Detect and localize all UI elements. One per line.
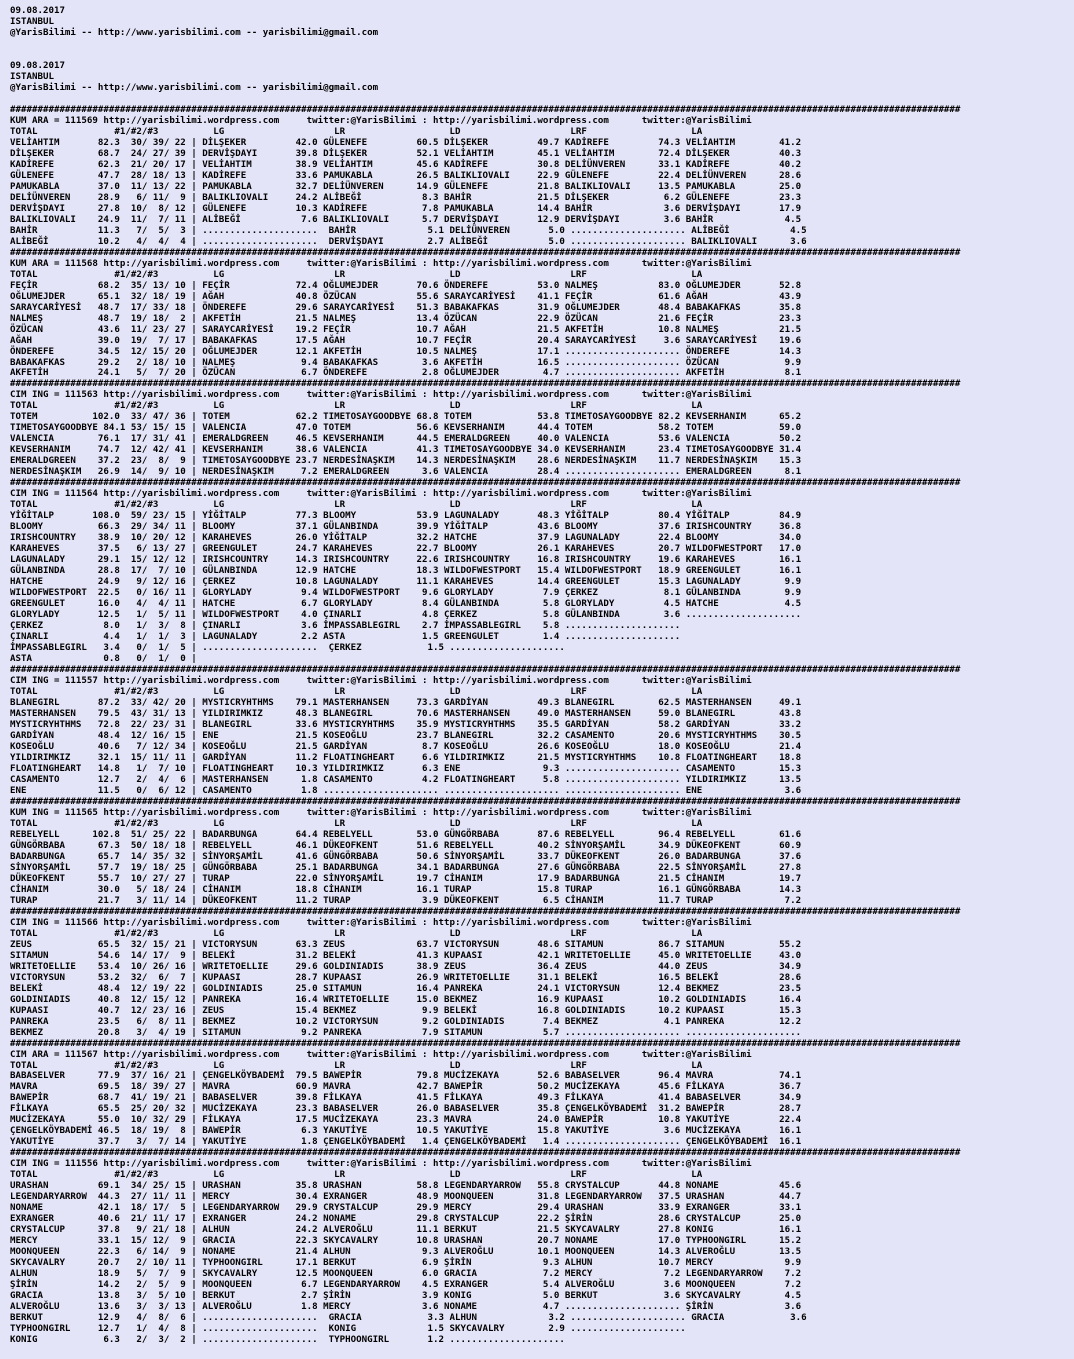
document-line: CIM ING = 111563 http://yarisbilimi.wordpress.com twitter:@YarisBilimi : http://yarisbilimi.wordpress.com twitter:@YarisBilimi xyxy=(10,390,752,401)
document-line: BERKUT 12.9 4/ 8/ 6 | ..................... GRACIA 3.3 ALHUN 3.2 ..................... GRACIA 3.6 xyxy=(10,1313,807,1324)
document-line: EXRANGER 40.6 21/ 11/ 17 | EXRANGER 24.2 NONAME 29.8 CRYSTALCUP 22.2 ŞİRİN 28.6 CRYSTALCUP 25.0 xyxy=(10,1214,802,1225)
document-line xyxy=(10,39,1074,50)
document-line: ############################################################################################################################################################################# xyxy=(10,1038,961,1049)
document-line: KUM ARA = 111569 http://yarisbilimi.wordpress.com twitter:@YarisBilimi : http://yarisbilimi.wordpress.com twitter:@YarisBilimi xyxy=(10,115,752,126)
document-line: GRACIA 13.8 3/ 5/ 10 | BERKUT 2.7 ŞİRİN 3.9 KONIG 5.0 BERKUT 3.6 SKYCAVALRY 4.5 xyxy=(10,1291,802,1302)
document-line: BLANEGIRL 87.2 33/ 42/ 20 | MYSTICRYHTHMS 79.1 MASTERHANSEN 73.3 GARDİYAN 49.3 BLANEGIRL 62.5 MASTERHANSEN 49.1 xyxy=(10,698,802,709)
document-line: FEÇİR 68.2 35/ 13/ 10 | FEÇİR 72.4 OĞLUMEJDER 70.6 ÖNDEREFE 53.0 NALMEŞ 83.0 OĞLUMEJDER 52.8 xyxy=(10,280,802,291)
document-line xyxy=(10,50,1074,61)
document-line: ASTA 0.8 0/ 1/ 0 | xyxy=(10,654,197,665)
document-line: CIM ING = 111556 http://yarisbilimi.wordpress.com twitter:@YarisBilimi : http://yarisbilimi.wordpress.com twitter:@YarisBilimi xyxy=(10,1159,752,1170)
document-line: ############################################################################################################################################################################# xyxy=(10,796,961,807)
document-line: @YarisBilimi -- http://www.yarisbilimi.com -- yarisbilimi@gmail.com xyxy=(10,82,379,93)
document-line: KUPAASI 40.7 12/ 23/ 16 | ZEUS 15.4 BEKMEZ 9.9 BELEKİ 16.8 GOLDINIADIS 10.2 KUPAASI 15.3 xyxy=(10,1005,802,1016)
document-line: VALENCIA 76.1 17/ 31/ 41 | EMERALDGREEN 46.5 KEVSERHANIM 44.5 EMERALDGREEN 40.0 VALENCIA 53.6 VALENCIA 50.2 xyxy=(10,434,802,445)
document-line: ############################################################################################################################################################################# xyxy=(10,104,961,115)
document-line: MAVRA 69.5 18/ 39/ 27 | MAVRA 60.9 MAVRA 42.7 BAWEPİR 50.2 MUCİZEKAYA 45.6 FİLKAYA 36.7 xyxy=(10,1082,802,1093)
document-line: YILDIRIMKIZ 32.1 15/ 11/ 11 | GARDİYAN 11.2 FLOATINGHEART 6.6 YILDIRIMKIZ 21.5 MYSTICRYHTHMS 10.8 FLOATINGHEART 18.8 xyxy=(10,752,802,763)
document-line: CİHANIM 30.0 5/ 18/ 24 | CİHANIM 18.8 CİHANIM 16.1 TURAP 15.8 TURAP 16.1 GÜNGÖRBABA 14.3 xyxy=(10,884,802,895)
document-line: ############################################################################################################################################################################# xyxy=(10,478,961,489)
document-line: SKYCAVALRY 20.7 2/ 10/ 11 | TYPHOONGIRL 17.1 BERKUT 6.9 ŞİRİN 9.3 ALHUN 10.7 MERCY 9.9 xyxy=(10,1258,802,1269)
document-line: ############################################################################################################################################################################# xyxy=(10,665,961,676)
document-line: TOTAL #1/#2/#3 LG LR LD LRF LA xyxy=(10,269,703,280)
document-line: TOTAL #1/#2/#3 LG LR LD LRF LA xyxy=(10,1170,703,1181)
document-line: BALIKLIOVALI 24.9 11/ 7/ 11 | ALİBEĞİ 7.6 BALIKLIOVALI 5.7 DERVİŞDAYI 12.9 DERVİŞDAYI 3.6 BAHİR 4.5 xyxy=(10,214,802,225)
document-line: ALVEROĞLU 13.6 3/ 3/ 13 | ALVEROĞLU 1.8 MERCY 3.6 NONAME 4.7 ..................... ŞİRİN 3.6 xyxy=(10,1302,802,1313)
document-line: YAKUTİYE 37.7 3/ 7/ 14 | YAKUTİYE 1.8 ÇENGELKÖYBADEMİ 1.4 ÇENGELKÖYBADEMİ 1.4 ..................... ÇENGELKÖYBADEMİ 16.1 xyxy=(10,1137,802,1148)
document-line: TOTAL #1/#2/#3 LG LR LD LRF LA xyxy=(10,928,703,939)
document-line: GOLDINIADIS 40.8 12/ 15/ 12 | PANREKA 16.4 WRITETOELLIE 15.0 BEKMEZ 16.9 KUPAASI 10.2 GOLDINIADIS 16.4 xyxy=(10,994,802,1005)
document-line: ALİBEĞİ 10.2 4/ 4/ 4 | ..................... DERVİŞDAYI 2.7 ALİBEĞİ 5.0 ..................... BALIKLIOVALI 3.6 xyxy=(10,236,807,247)
document-line: TOTEM 102.0 33/ 47/ 36 | TOTEM 62.2 TIMETOSAYGOODBYE 68.8 TOTEM 53.8 TIMETOSAYGOODBYE 82.2 KEVSERHANIM 65.2 xyxy=(10,412,802,423)
document-line xyxy=(10,94,1074,105)
document-line: CIM ARA = 111567 http://yarisbilimi.wordpress.com twitter:@YarisBilimi : http://yarisbilimi.wordpress.com twitter:@YarisBilimi xyxy=(10,1049,752,1060)
document-line: GÜLENEFE 47.7 28/ 18/ 13 | KADİREFE 33.6 PAMUKABLA 26.5 BALIKLIOVALI 22.9 GÜLENEFE 22.4 DELİÜNVEREN 28.6 xyxy=(10,170,802,181)
document-line: ÖNDEREFE 34.5 12/ 15/ 20 | OĞLUMEJDER 12.1 AKFETİH 10.5 NALMEŞ 17.1 ..................... ÖNDEREFE 14.3 xyxy=(10,346,802,357)
document-line: KADİREFE 62.3 21/ 20/ 17 | VELİAHTIM 38.9 VELİAHTIM 45.6 KADİREFE 30.8 DELİÜNVEREN 33.1 KADİREFE 40.2 xyxy=(10,159,802,170)
document-line: URASHAN 69.1 34/ 25/ 15 | URASHAN 35.8 URASHAN 58.8 LEGENDARYARROW 55.8 CRYSTALCUP 44.8 NONAME 45.6 xyxy=(10,1181,802,1192)
document-line: LAGUNALADY 29.1 15/ 12/ 12 | IRISHCOUNTRY 14.3 IRISHCOUNTRY 22.6 IRISHCOUNTRY 16.8 IRISHCOUNTRY 19.6 KARAHEVES 16.1 xyxy=(10,555,802,566)
document-line: TOTAL #1/#2/#3 LG LR LD LRF LA xyxy=(10,687,703,698)
document-line: WRITETOELLIE 53.4 10/ 26/ 16 | WRITETOELLIE 29.6 GOLDINIADIS 38.9 ZEUS 36.4 ZEUS 44.0 ZEUS 34.9 xyxy=(10,961,802,972)
document-line: ÇERKEZ 8.0 1/ 3/ 8 | ÇINARLI 3.6 İMPASSABLEGIRL 2.7 İMPASSABLEGIRL 5.8 ..................... xyxy=(10,621,681,632)
document-line: VELİAHTIM 82.3 30/ 39/ 22 | DİLŞEKER 42.0 GÜLENEFE 60.5 DİLŞEKER 49.7 KADİREFE 74.3 VELİAHTIM 41.2 xyxy=(10,137,802,148)
document-line: DÜKEOFKENT 55.7 10/ 27/ 27 | TURAP 22.0 SİNYORŞAMİL 19.7 CİHANIM 17.9 BADARBUNGA 21.5 CİHANIM 19.7 xyxy=(10,873,802,884)
document-line: BAWEPİR 68.7 41/ 19/ 21 | BABASELVER 39.8 FİLKAYA 41.5 FİLKAYA 49.3 FİLKAYA 41.4 BABASELVER 34.9 xyxy=(10,1093,802,1104)
document-line: DELİÜNVEREN 28.9 6/ 11/ 9 | BALIKLIOVALI 24.2 ALİBEĞİ 8.3 BAHİR 21.5 DİLŞEKER 6.2 GÜLENEFE 23.3 xyxy=(10,192,802,203)
document-line: ############################################################################################################################################################################# xyxy=(10,247,961,258)
document-line: KEVSERHANIM 74.7 12/ 42/ 41 | KEVSERHANIM 38.6 VALENCIA 41.3 TIMETOSAYGOODBYE 34.0 KEVSERHANIM 23.4 TIMETOSAYGOODBYE 31.4 xyxy=(10,445,802,456)
document-line: VICTORYSUN 53.2 32/ 6/ 7 | KUPAASI 28.7 KUPAASI 26.9 WRITETOELLIE 31.1 BELEKİ 16.5 BELEKİ 28.6 xyxy=(10,972,802,983)
document-line: ISTANBUL xyxy=(10,71,54,82)
document-line: MUCİZEKAYA 55.0 10/ 32/ 29 | FİLKAYA 17.5 MUCİZEKAYA 23.3 MAVRA 24.0 BAWEPİR 10.8 YAKUTİYE 22.4 xyxy=(10,1115,802,1126)
document-line: BEKMEZ 20.8 3/ 4/ 19 | SITAMUN 9.2 PANREKA 7.9 SITAMUN 5.7 ..................... ..................... xyxy=(10,1027,802,1038)
document-line: İMPASSABLEGIRL 3.4 0/ 1/ 5 | ..................... ÇERKEZ 1.5 ..................... xyxy=(10,643,565,654)
document-line: TOTAL #1/#2/#3 LG LR LD LRF LA xyxy=(10,818,703,829)
document-line: BADARBUNGA 65.7 14/ 35/ 32 | SİNYORŞAMİL 41.6 GÜNGÖRBABA 50.6 SİNYORŞAMİL 33.7 DÜKEOFKENT 26.0 BADARBUNGA 37.6 xyxy=(10,851,802,862)
document-line: BLOOMY 66.3 29/ 34/ 11 | BLOOMY 37.1 GÜLANBINDA 39.9 YİĞİTALP 43.6 BLOOMY 37.6 IRISHCOUNTRY 36.8 xyxy=(10,522,802,533)
document-line: GARDİYAN 48.4 12/ 16/ 15 | ENE 21.5 KOSEOĞLU 23.7 BLANEGIRL 32.2 CASAMENTO 20.6 MYSTICRYHTHMS 30.5 xyxy=(10,730,802,741)
document-line: KUM ING = 111565 http://yarisbilimi.wordpress.com twitter:@YarisBilimi : http://yarisbilimi.wordpress.com twitter:@YarisBilimi xyxy=(10,807,752,818)
document-line: PAMUKABLA 37.0 11/ 13/ 22 | PAMUKABLA 32.7 DELİÜNVEREN 14.9 GÜLENEFE 21.8 BALIKLIOVALI 13.5 PAMUKABLA 25.0 xyxy=(10,181,802,192)
document-line: YİĞİTALP 108.0 59/ 23/ 15 | YİĞİTALP 77.3 BLOOMY 53.9 LAGUNALADY 48.3 YİĞİTALP 80.4 YİĞİTALP 84.9 xyxy=(10,511,802,522)
document-line: CIM ING = 111566 http://yarisbilimi.wordpress.com twitter:@YarisBilimi : http://yarisbilimi.wordpress.com twitter:@YarisBilimi xyxy=(10,917,752,928)
document-line: GREENGULET 16.0 4/ 4/ 11 | HATCHE 6.7 GLORYLADY 8.4 GÜLANBINDA 5.8 GLORYLADY 4.5 HATCHE 4.5 xyxy=(10,599,802,610)
document-line: ÇENGELKÖYBADEMİ 46.5 18/ 19/ 8 | BAWEPİR 6.3 YAKUTİYE 10.5 YAKUTİYE 15.8 YAKUTİYE 3.6 MUCİZEKAYA 16.1 xyxy=(10,1126,802,1137)
document-line: FİLKAYA 65.5 25/ 20/ 32 | MUCİZEKAYA 23.3 BABASELVER 26.0 BABASELVER 35.8 ÇENGELKÖYBADEMİ 31.2 BAWEPİR 28.7 xyxy=(10,1104,802,1115)
document-line: KONIG 6.3 2/ 3/ 2 | ..................... TYPHOONGIRL 1.2 ..................... xyxy=(10,1335,565,1346)
document-line: GÜLANBINDA 28.8 17/ 7/ 10 | GÜLANBINDA 12.9 HATCHE 18.3 WILDOFWESTPORT 15.4 WILDOFWESTPORT 18.9 GREENGULET 16.1 xyxy=(10,566,802,577)
document-line: MOONQUEEN 22.3 6/ 14/ 9 | NONAME 21.4 ALHUN 9.3 ALVEROĞLU 10.1 MOONQUEEN 14.3 ALVEROĞLU 13.5 xyxy=(10,1247,802,1258)
document-line: SİNYORŞAMİL 57.7 19/ 18/ 25 | GÜNGÖRBABA 25.1 BADARBUNGA 34.1 BADARBUNGA 27.6 GÜNGÖRBABA 22.5 SİNYORŞAMİL 27.8 xyxy=(10,862,802,873)
document-line: SARAYCARİYESİ 48.7 17/ 33/ 18 | ÖNDEREFE 29.6 SARAYCARİYESİ 51.3 BABAKAFKAS 31.9 OĞLUMEJDER 48.4 BABAKAFKAS 35.8 xyxy=(10,302,802,313)
document-line: AKFETİH 24.1 5/ 7/ 20 | ÖZÜCAN 6.7 ÖNDEREFE 2.8 OĞLUMEJDER 4.7 ..................... AKFETİH 8.1 xyxy=(10,368,802,379)
document-line: AĞAH 39.0 19/ 7/ 17 | BABAKAFKAS 17.5 AĞAH 10.7 FEÇİR 20.4 SARAYCARİYESİ 3.6 SARAYCARİYESİ 19.6 xyxy=(10,335,802,346)
document-line: TOTAL #1/#2/#3 LG LR LD LRF LA xyxy=(10,126,703,137)
document-line: KARAHEVES 37.5 6/ 13/ 27 | GREENGULET 24.7 KARAHEVES 22.7 BLOOMY 26.1 KARAHEVES 20.7 WILDOFWESTPORT 17.0 xyxy=(10,544,802,555)
document-line: HATCHE 24.9 9/ 12/ 16 | ÇERKEZ 10.8 LAGUNALADY 11.1 KARAHEVES 14.4 GREENGULET 15.3 LAGUNALADY 9.9 xyxy=(10,577,802,588)
document-line: 09.08.2017 xyxy=(10,60,65,71)
document-line: ÖZÜCAN 43.6 11/ 23/ 27 | SARAYCARİYESİ 19.2 FEÇİR 10.7 AĞAH 21.5 AKFETİH 10.8 NALMEŞ 21.5 xyxy=(10,324,802,335)
document-line: IRISHCOUNTRY 38.9 10/ 20/ 12 | KARAHEVES 26.0 YİĞİTALP 32.2 HATCHE 37.9 LAGUNALADY 22.4 BLOOMY 34.0 xyxy=(10,533,802,544)
document-line: MERCY 33.1 15/ 12/ 9 | GRACIA 22.3 SKYCAVALRY 10.8 URASHAN 20.7 NONAME 17.0 TYPHOONGIRL 15.2 xyxy=(10,1236,802,1247)
document-line: @YarisBilimi -- http://www.yarisbilimi.com -- yarisbilimi@gmail.com xyxy=(10,27,379,38)
document-line: ISTANBUL xyxy=(10,16,54,27)
document-line: LEGENDARYARROW 44.3 27/ 11/ 11 | MERCY 30.4 EXRANGER 48.9 MOONQUEEN 31.8 LEGENDARYARROW 37.5 URASHAN 44.7 xyxy=(10,1192,802,1203)
document-line: MASTERHANSEN 79.5 43/ 31/ 13 | YILDIRIMKIZ 48.3 BLANEGIRL 70.6 MASTERHANSEN 49.0 MASTERHANSEN 59.0 BLANEGIRL 43.8 xyxy=(10,709,802,719)
document-line: OĞLUMEJDER 65.1 32/ 18/ 19 | AĞAH 40.8 ÖZÜCAN 55.6 SARAYCARİYESİ 41.1 FEÇİR 61.6 AĞAH 43.9 xyxy=(10,291,802,302)
document-line: DERVİŞDAYI 27.8 10/ 8/ 12 | GÜLENEFE 10.3 KADİREFE 7.8 PAMUKABLA 14.4 BAHİR 3.6 DERVİŞDAYI 17.9 xyxy=(10,203,802,214)
document-line: TOTAL #1/#2/#3 LG LR LD LRF LA xyxy=(10,500,703,511)
document-line: EMERALDGREEN 37.2 23/ 8/ 9 | TIMETOSAYGOODBYE 23.7 NERDESİNAŞKIM 14.3 NERDESİNAŞKIM 28.6 NERDESİNAŞKIM 11.7 NERDESİNAŞKIM 15.3 xyxy=(10,456,802,467)
document-line: 09.08.2017 xyxy=(10,6,65,16)
document-line: TOTAL #1/#2/#3 LG LR LD LRF LA xyxy=(10,401,703,412)
document-line: PANREKA 23.5 6/ 8/ 11 | BEKMEZ 10.2 VICTORYSUN 9.2 GOLDINIADIS 7.4 BEKMEZ 4.1 PANREKA 12.2 xyxy=(10,1016,802,1027)
document-line: FLOATINGHEART 14.8 1/ 7/ 10 | FLOATINGHEART 10.3 YILDIRIMKIZ 6.3 ENE 9.3 ..................... CASAMENTO 15.3 xyxy=(10,763,802,774)
document-line: ŞİRİN 14.2 2/ 5/ 9 | MOONQUEEN 6.7 LEGENDARYARROW 4.5 EXRANGER 5.4 ALVEROĞLU 3.6 MOONQUEEN 7.2 xyxy=(10,1280,802,1291)
document-line: MYSTICRYHTHMS 72.8 22/ 23/ 31 | BLANEGIRL 33.6 MYSTICRYHTHMS 35.9 MYSTICRYHTHMS 35.5 GARDİYAN 58.2 GARDİYAN 33.2 xyxy=(10,719,802,730)
document-line: BAHİR 11.3 7/ 5/ 3 | ..................... BAHİR 5.1 DELİÜNVEREN 5.0 ..................... ALİBEĞİ 4.5 xyxy=(10,225,807,236)
document-line: BABASELVER 77.9 37/ 16/ 21 | ÇENGELKÖYBADEMİ 79.5 BAWEPİR 79.8 MUCİZEKAYA 52.6 BABASELVER 96.4 MAVRA 74.1 xyxy=(10,1071,802,1082)
document-line: KOSEOĞLU 40.6 7/ 12/ 34 | KOSEOĞLU 21.5 GARDİYAN 8.7 KOSEOĞLU 26.6 KOSEOĞLU 18.0 KOSEOĞLU 21.4 xyxy=(10,741,802,752)
document-line: GLORYLADY 12.5 1/ 5/ 11 | WILDOFWESTPORT 4.0 ÇINARLI 4.8 ÇERKEZ 5.8 GÜLANBINDA 3.6 ..................... xyxy=(10,610,802,621)
document-line: CASAMENTO 12.7 2/ 4/ 6 | MASTERHANSEN 1.8 CASAMENTO 4.2 FLOATINGHEART 5.8 ..................... YILDIRIMKIZ 13.5 xyxy=(10,774,802,785)
document-line: ALHUN 18.9 5/ 7/ 9 | SKYCAVALRY 12.5 MOONQUEEN 6.0 GRACIA 7.2 MERCY 7.2 LEGENDARYARROW 7.2 xyxy=(10,1269,802,1280)
document-line: TURAP 21.7 3/ 11/ 14 | DÜKEOFKENT 11.2 TURAP 3.9 DÜKEOFKENT 6.5 CİHANIM 11.7 TURAP 7.2 xyxy=(10,895,802,906)
document-line: SITAMUN 54.6 14/ 17/ 9 | BELEKİ 31.2 BELEKİ 41.3 KUPAASI 42.1 WRITETOELLIE 45.0 WRITETOELLIE 43.0 xyxy=(10,950,802,961)
document-line: WILDOFWESTPORT 22.5 0/ 16/ 11 | GLORYLADY 9.4 WILDOFWESTPORT 9.6 GLORYLADY 7.9 ÇERKEZ 8.1 GÜLANBINDA 9.9 xyxy=(10,588,802,599)
document-line: NALMEŞ 48.7 19/ 18/ 2 | AKFETİH 21.5 NALMEŞ 13.4 ÖZÜCAN 22.9 ÖZÜCAN 21.6 FEÇİR 23.3 xyxy=(10,313,802,324)
document-line: KUM ARA = 111568 http://yarisbilimi.wordpress.com twitter:@YarisBilimi : http://yarisbilimi.wordpress.com twitter:@YarisBilimi xyxy=(10,258,752,269)
document-line: NONAME 42.1 18/ 17/ 5 | LEGENDARYARROW 29.9 CRYSTALCUP 29.9 MERCY 29.4 URASHAN 33.9 EXRANGER 33.1 xyxy=(10,1203,802,1214)
document-line: GÜNGÖRBABA 67.3 50/ 18/ 18 | REBELYELL 46.1 DÜKEOFKENT 51.6 REBELYELL 40.2 SİNYORŞAMİL 34.9 DÜKEOFKENT 60.9 xyxy=(10,840,802,851)
document-line: ZEUS 65.5 32/ 15/ 21 | VICTORYSUN 63.3 ZEUS 63.7 VICTORYSUN 48.6 SITAMUN 86.7 SITAMUN 55.2 xyxy=(10,939,802,950)
document-line: TOTAL #1/#2/#3 LG LR LD LRF LA xyxy=(10,1060,703,1071)
document-line: BELEKİ 48.4 12/ 19/ 22 | GOLDINIADIS 25.0 SITAMUN 16.4 PANREKA 24.1 VICTORYSUN 12.4 BEKMEZ 23.5 xyxy=(10,983,802,994)
document-line: REBELYELL 102.8 51/ 25/ 22 | BADARBUNGA 64.4 REBELYELL 53.0 GÜNGÖRBABA 87.6 REBELYELL 96.4 REBELYELL 61.6 xyxy=(10,829,802,840)
document-line: ENE 11.5 0/ 6/ 12 | CASAMENTO 1.8 ..................... ..................... ..................... ENE 3.6 xyxy=(10,785,802,796)
document-line: TYPHOONGIRL 12.7 1/ 4/ 8 | ..................... KONIG 1.5 SKYCAVALRY 2.9 ..................... xyxy=(10,1324,686,1335)
document-line: CRYSTALCUP 37.8 9/ 21/ 18 | ALHUN 24.2 ALVEROĞLU 11.1 BERKUT 21.5 SKYCAVALRY 27.8 KONIG 16.1 xyxy=(10,1225,802,1236)
document-line: ÇINARLI 4.4 1/ 1/ 3 | LAGUNALADY 2.2 ASTA 1.5 GREENGULET 1.4 ..................... xyxy=(10,632,681,643)
document-line: DİLŞEKER 68.7 24/ 27/ 39 | DERVİŞDAYI 39.8 DİLŞEKER 52.1 VELİAHTIM 45.1 VELİAHTIM 72.4 DİLŞEKER 40.3 xyxy=(10,148,802,159)
document-line: NERDESİNAŞKIM 26.9 14/ 9/ 10 | NERDESİNAŞKIM 7.2 EMERALDGREEN 3.6 VALENCIA 28.4 ..................... EMERALDGREEN 8.1 xyxy=(10,467,802,478)
document-line: CIM ING = 111564 http://yarisbilimi.wordpress.com twitter:@YarisBilimi : http://yarisbilimi.wordpress.com twitter:@YarisBilimi xyxy=(10,489,752,500)
document-line: TIMETOSAYGOODBYE 84.1 53/ 15/ 15 | VALENCIA 47.0 TOTEM 56.6 KEVSERHANIM 44.4 TOTEM 58.2 TOTEM 59.0 xyxy=(10,423,802,434)
document-line: ############################################################################################################################################################################# xyxy=(10,906,961,917)
document-line: ############################################################################################################################################################################# xyxy=(10,1148,961,1159)
document-line: ############################################################################################################################################################################# xyxy=(10,379,961,390)
document-line: CIM ING = 111557 http://yarisbilimi.wordpress.com twitter:@YarisBilimi : http://yarisbilimi.wordpress.com twitter:@YarisBilimi xyxy=(10,676,752,687)
document-line: BABAKAFKAS 29.2 2/ 18/ 10 | NALMEŞ 9.4 BABAKAFKAS 3.6 AKFETİH 16.5 ..................... ÖZÜCAN 9.9 xyxy=(10,357,802,368)
